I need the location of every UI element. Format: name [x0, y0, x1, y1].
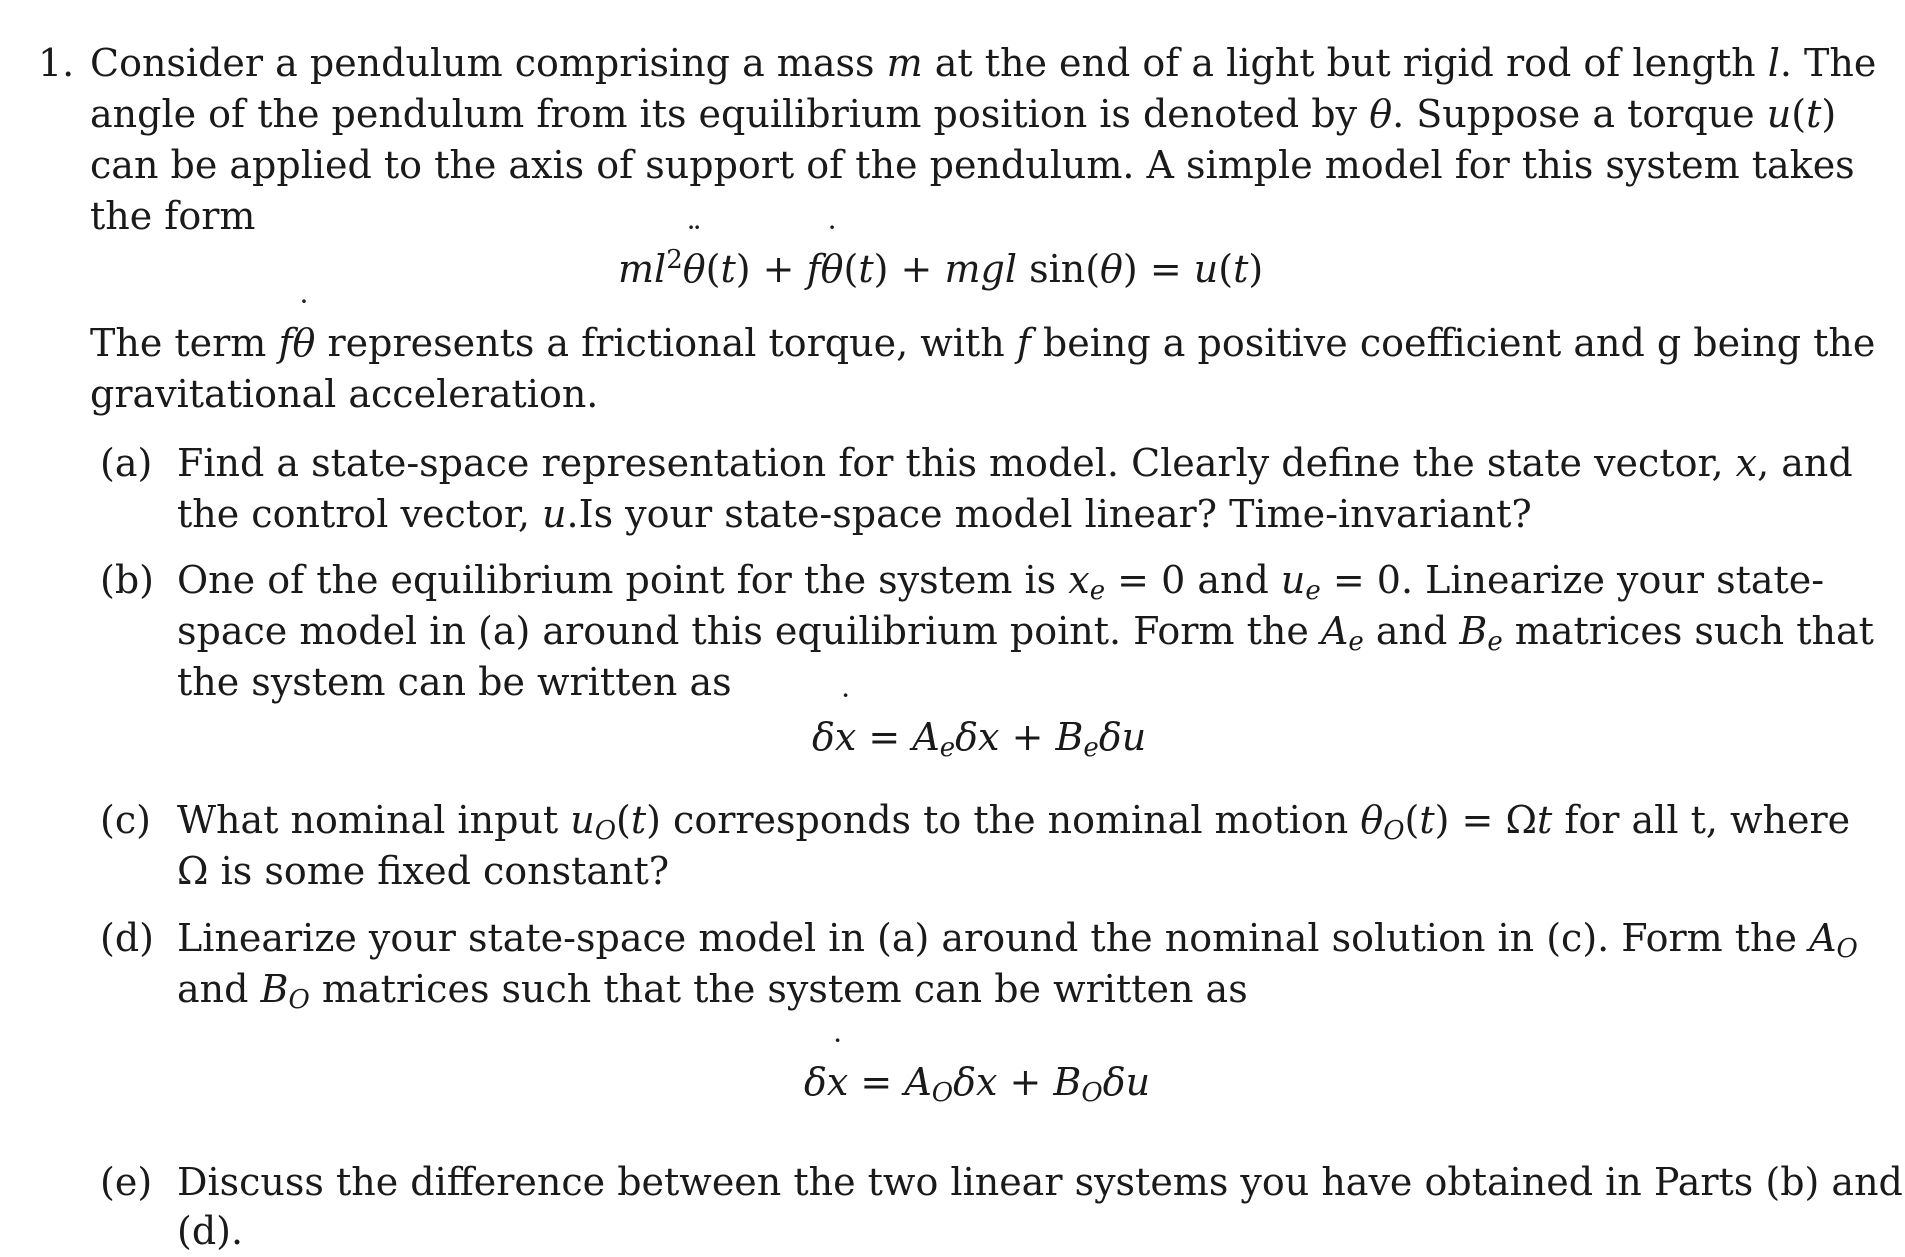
friction-line-2: gravitational acceleration.: [90, 372, 599, 416]
intro-line-3: can be applied to the axis of support of the pendulum. A simple model for this system takes: [90, 143, 1855, 187]
part-e-line-2: (d).: [177, 1209, 244, 1253]
part-a-line-2: the control vector, u.Is your state-space model linear? Time-invariant?: [177, 492, 1532, 536]
part-d-line-2: and $B_O$ matrices such that the system can be written as: [177, 967, 1248, 1015]
part-c-line-1: What nominal input $u_O(t)$ corresponds to the nominal motion $\theta_O(t) = \Omega t$ for all t, where: [177, 798, 1851, 846]
part-d-equation: δx ˙ = $A_O\delta x + B_O\delta u$: [804, 1033, 1151, 1108]
friction-line-1: The term fθ ˙ represents a frictional torque, with f being a positive coefficient and g being the: [90, 294, 1876, 365]
part-d-label: (d): [100, 916, 154, 960]
part-a-line-1: Find a state-space representation for this model. Clearly define the state vector, x, and: [177, 441, 1853, 485]
intro-line-1: Consider a pendulum comprising a mass m at the end of a light but rigid rod of length l. The: [90, 41, 1877, 85]
part-b-line-1: One of the equilibrium point for the system is $x_e = 0$ and $u_e = 0$. Linearize your state-: [177, 558, 1825, 606]
part-d-line-1: Linearize your state-space model in (a) around the nominal solution in (c). Form the $A_O$: [177, 916, 1858, 964]
part-b-equation: δx ˙ = $A_e\delta x + B_e\delta u$: [812, 688, 1147, 763]
part-c-label: (c): [100, 798, 151, 842]
part-a-label: (a): [100, 441, 153, 485]
intro-line-2: angle of the pendulum from its equilibrium position is denoted by θ. Suppose a torque u(t): [90, 92, 1837, 136]
part-b-line-3: the system can be written as: [177, 660, 732, 704]
model-equation: $ml^2\theta$ ¨ (t) + fθ ˙ (t) + mgl sin(θ) = u(t): [618, 220, 1264, 291]
problem-number: 1.: [38, 41, 75, 85]
intro-line-4: the form: [90, 194, 256, 238]
part-b-line-2: space model in (a) around this equilibrium point. Form the $A_e$ and $B_e$ matrices such that: [177, 609, 1874, 657]
part-e-label: (e): [100, 1160, 153, 1204]
part-b-label: (b): [100, 558, 154, 602]
part-e-line-1: Discuss the difference between the two linear systems you have obtained in Parts (b) and: [177, 1160, 1903, 1204]
part-c-line-2: Ω is some fixed constant?: [177, 849, 670, 893]
